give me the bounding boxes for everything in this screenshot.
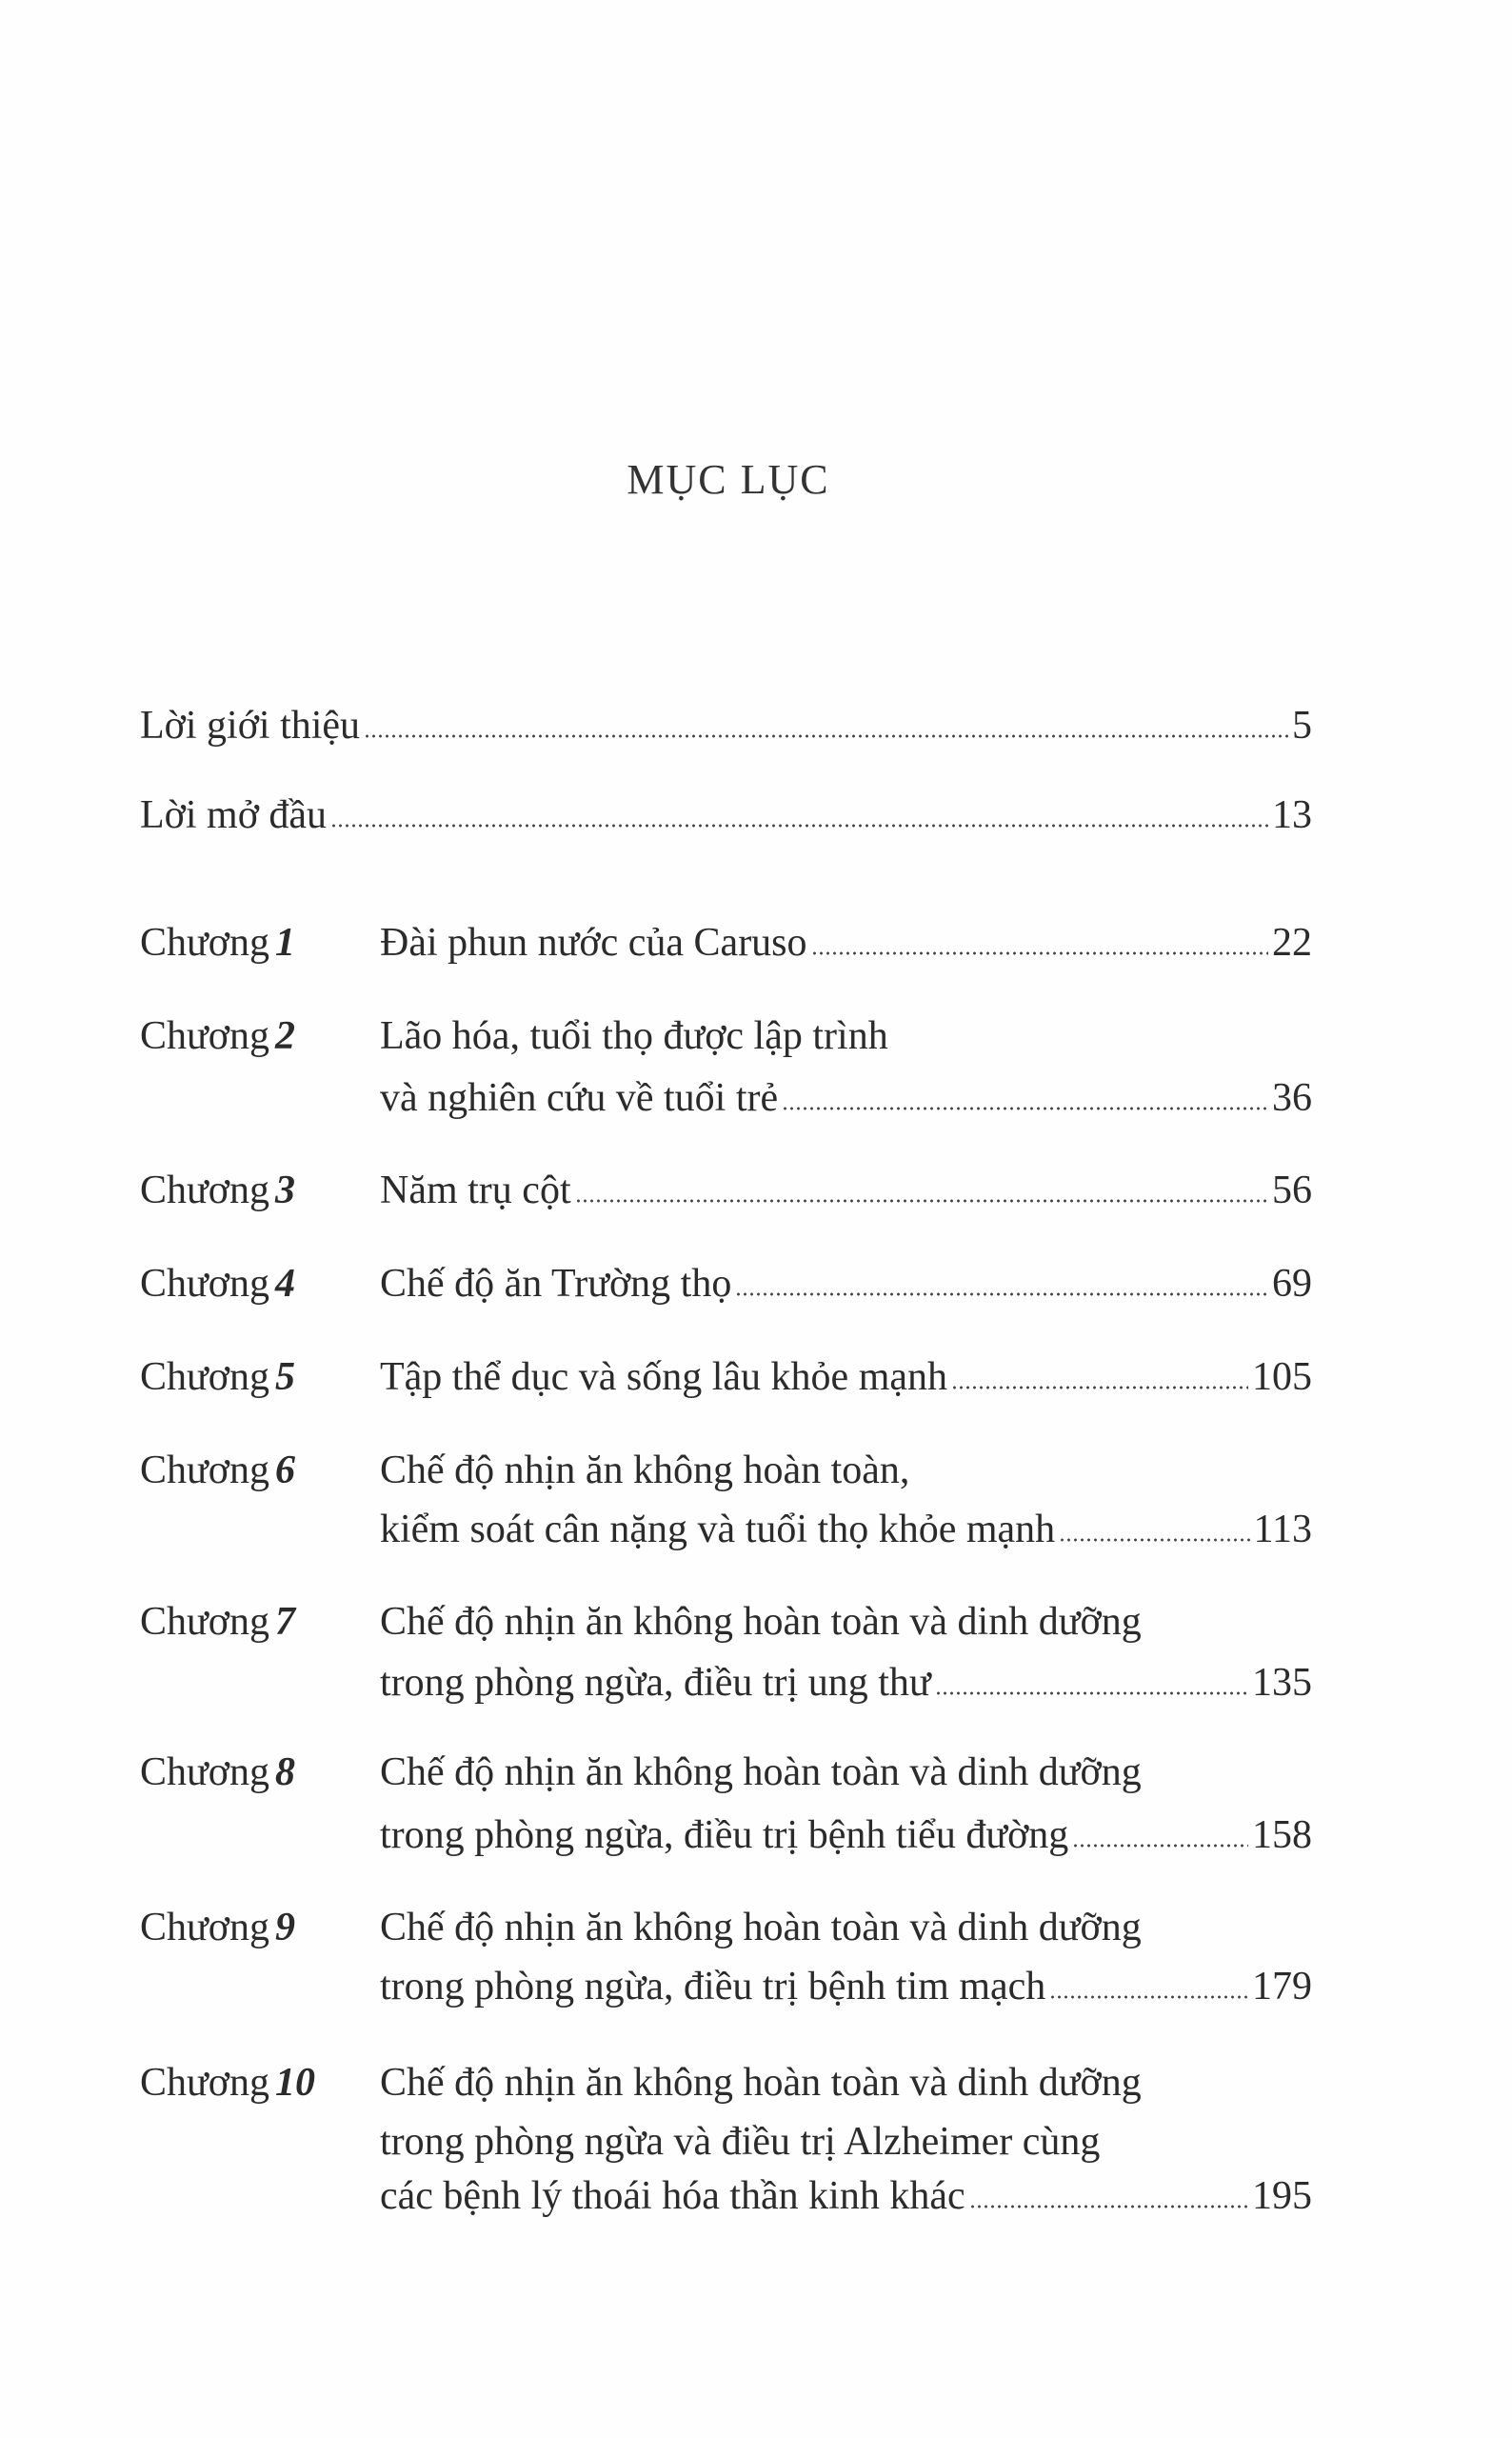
entry-title-text: Chế độ ăn Trường thọ xyxy=(380,1262,732,1306)
leader-dots xyxy=(575,1199,1268,1203)
toc-entry-chapter-10[interactable] xyxy=(380,2175,1312,2217)
chapter-label xyxy=(140,2062,315,2104)
page-number: 22 xyxy=(1272,921,1312,965)
chapter-word: Chương xyxy=(140,921,269,965)
chapter-label xyxy=(140,1751,295,1793)
entry-title-text: Chế độ nhịn ăn không hoàn toàn và dinh dưỡng xyxy=(380,1750,1142,1794)
toc-entry-chapter-2[interactable] xyxy=(380,1015,888,1057)
toc-entry-chapter-10[interactable] xyxy=(380,2062,1142,2104)
chapter-word: Chương xyxy=(140,1600,269,1644)
toc-entry-chapter-10[interactable] xyxy=(380,2121,1100,2163)
chapter-word: Chương xyxy=(140,1355,269,1399)
page-number: 195 xyxy=(1252,2174,1312,2218)
entry-title-text: trong phòng ngừa và điều trị Alzheimer cùng xyxy=(380,2120,1101,2164)
chapter-word: Chương xyxy=(140,1262,269,1306)
entry-title-text: trong phòng ngừa, điều trị bệnh tiểu đường xyxy=(380,1813,1069,1857)
leader-dots xyxy=(969,2205,1248,2208)
entry-title-text: trong phòng ngừa, điều trị ung thư xyxy=(380,1661,931,1705)
chapter-number: 2 xyxy=(275,1014,295,1058)
toc-entry-chapter-4[interactable] xyxy=(380,1263,1312,1305)
chapter-number: 7 xyxy=(275,1600,295,1644)
toc-entry[interactable] xyxy=(140,794,1312,836)
page-number: 36 xyxy=(1272,1076,1312,1120)
leader-dots xyxy=(735,1292,1268,1296)
toc-entry-chapter-8[interactable] xyxy=(380,1751,1142,1793)
chapter-label xyxy=(140,1356,295,1398)
toc-entry-chapter-7[interactable] xyxy=(380,1662,1312,1704)
toc-entry-chapter-3[interactable] xyxy=(380,1169,1312,1211)
chapter-label xyxy=(140,922,295,964)
toc-entry-chapter-9[interactable] xyxy=(380,1907,1142,1948)
chapter-word: Chương xyxy=(140,1449,269,1492)
entry-title-text: các bệnh lý thoái hóa thần kinh khác xyxy=(380,2174,965,2218)
toc-entry-chapter-6[interactable] xyxy=(380,1449,909,1491)
toc-entry[interactable] xyxy=(140,705,1312,747)
page-number: 69 xyxy=(1272,1262,1312,1306)
chapter-label xyxy=(140,1169,295,1211)
chapter-number: 5 xyxy=(275,1355,295,1399)
leader-dots xyxy=(1072,1844,1248,1848)
chapter-number: 1 xyxy=(275,921,295,965)
chapter-number: 6 xyxy=(275,1449,295,1492)
chapter-number: 8 xyxy=(275,1750,295,1794)
entry-title-text: Chế độ nhịn ăn không hoàn toàn và dinh dưỡng xyxy=(380,1906,1142,1949)
page-number: 105 xyxy=(1252,1355,1312,1399)
page-number: 13 xyxy=(1272,793,1312,837)
entry-title-text: và nghiên cứu về tuổi trẻ xyxy=(380,1076,779,1120)
entry-title-text: Lời giới thiệu xyxy=(140,704,361,748)
chapter-label xyxy=(140,1263,295,1305)
entry-title-text: Chế độ nhịn ăn không hoàn toàn, xyxy=(380,1449,910,1492)
leader-dots xyxy=(951,1386,1248,1389)
entry-title-text: trong phòng ngừa, điều trị bệnh tim mạch xyxy=(380,1965,1046,2008)
entry-title-text: Chế độ nhịn ăn không hoàn toàn và dinh dưỡng xyxy=(380,2061,1142,2105)
page-number: 158 xyxy=(1252,1813,1312,1857)
chapter-number: 4 xyxy=(275,1262,295,1306)
page-number: 135 xyxy=(1252,1661,1312,1705)
chapter-label xyxy=(140,1449,295,1491)
toc-entry-chapter-1[interactable] xyxy=(380,922,1312,964)
leader-dots xyxy=(364,734,1288,738)
leader-dots xyxy=(782,1107,1268,1110)
chapter-word: Chương xyxy=(140,1014,269,1058)
toc-entry-chapter-9[interactable] xyxy=(380,1966,1312,2008)
toc-entry-chapter-5[interactable] xyxy=(380,1356,1312,1398)
toc-entry-chapter-7[interactable] xyxy=(380,1601,1142,1643)
leader-dots xyxy=(1059,1538,1249,1542)
toc-entry-chapter-2[interactable] xyxy=(380,1077,1312,1119)
chapter-label xyxy=(140,1907,295,1948)
chapter-number: 3 xyxy=(275,1169,295,1212)
entry-title-text: Đài phun nước của Caruso xyxy=(380,921,807,965)
page-number: 5 xyxy=(1292,704,1312,748)
entry-title-text: Lão hóa, tuổi thọ được lập trình xyxy=(380,1014,888,1058)
toc-entry-chapter-6[interactable] xyxy=(380,1509,1312,1550)
page-number: 56 xyxy=(1272,1169,1312,1212)
chapter-word: Chương xyxy=(140,2061,269,2105)
entry-title-text: kiểm soát cân nặng và tuổi thọ khỏe mạnh xyxy=(380,1508,1056,1551)
chapter-word: Chương xyxy=(140,1906,269,1949)
chapter-label xyxy=(140,1601,295,1643)
leader-dots xyxy=(935,1691,1248,1695)
entry-title-text: Lời mở đầu xyxy=(140,793,328,837)
page-number: 113 xyxy=(1253,1508,1312,1551)
chapter-label xyxy=(140,1015,295,1057)
leader-dots xyxy=(1049,1995,1248,1999)
chapter-word: Chương xyxy=(140,1169,269,1212)
page-number: 179 xyxy=(1252,1965,1312,2008)
entry-title-text: Chế độ nhịn ăn không hoàn toàn và dinh dưỡng xyxy=(380,1600,1142,1644)
leader-dots xyxy=(811,951,1268,955)
chapter-word: Chương xyxy=(140,1750,269,1794)
leader-dots xyxy=(330,824,1268,828)
entry-title-text: Năm trụ cột xyxy=(380,1169,571,1212)
chapter-number: 10 xyxy=(275,2061,315,2105)
chapter-number: 9 xyxy=(275,1906,295,1949)
entry-title-text: Tập thể dục và sống lâu khỏe mạnh xyxy=(380,1355,947,1399)
toc-entry-chapter-8[interactable] xyxy=(380,1814,1312,1856)
page-title: MỤC LỤC xyxy=(627,456,830,503)
